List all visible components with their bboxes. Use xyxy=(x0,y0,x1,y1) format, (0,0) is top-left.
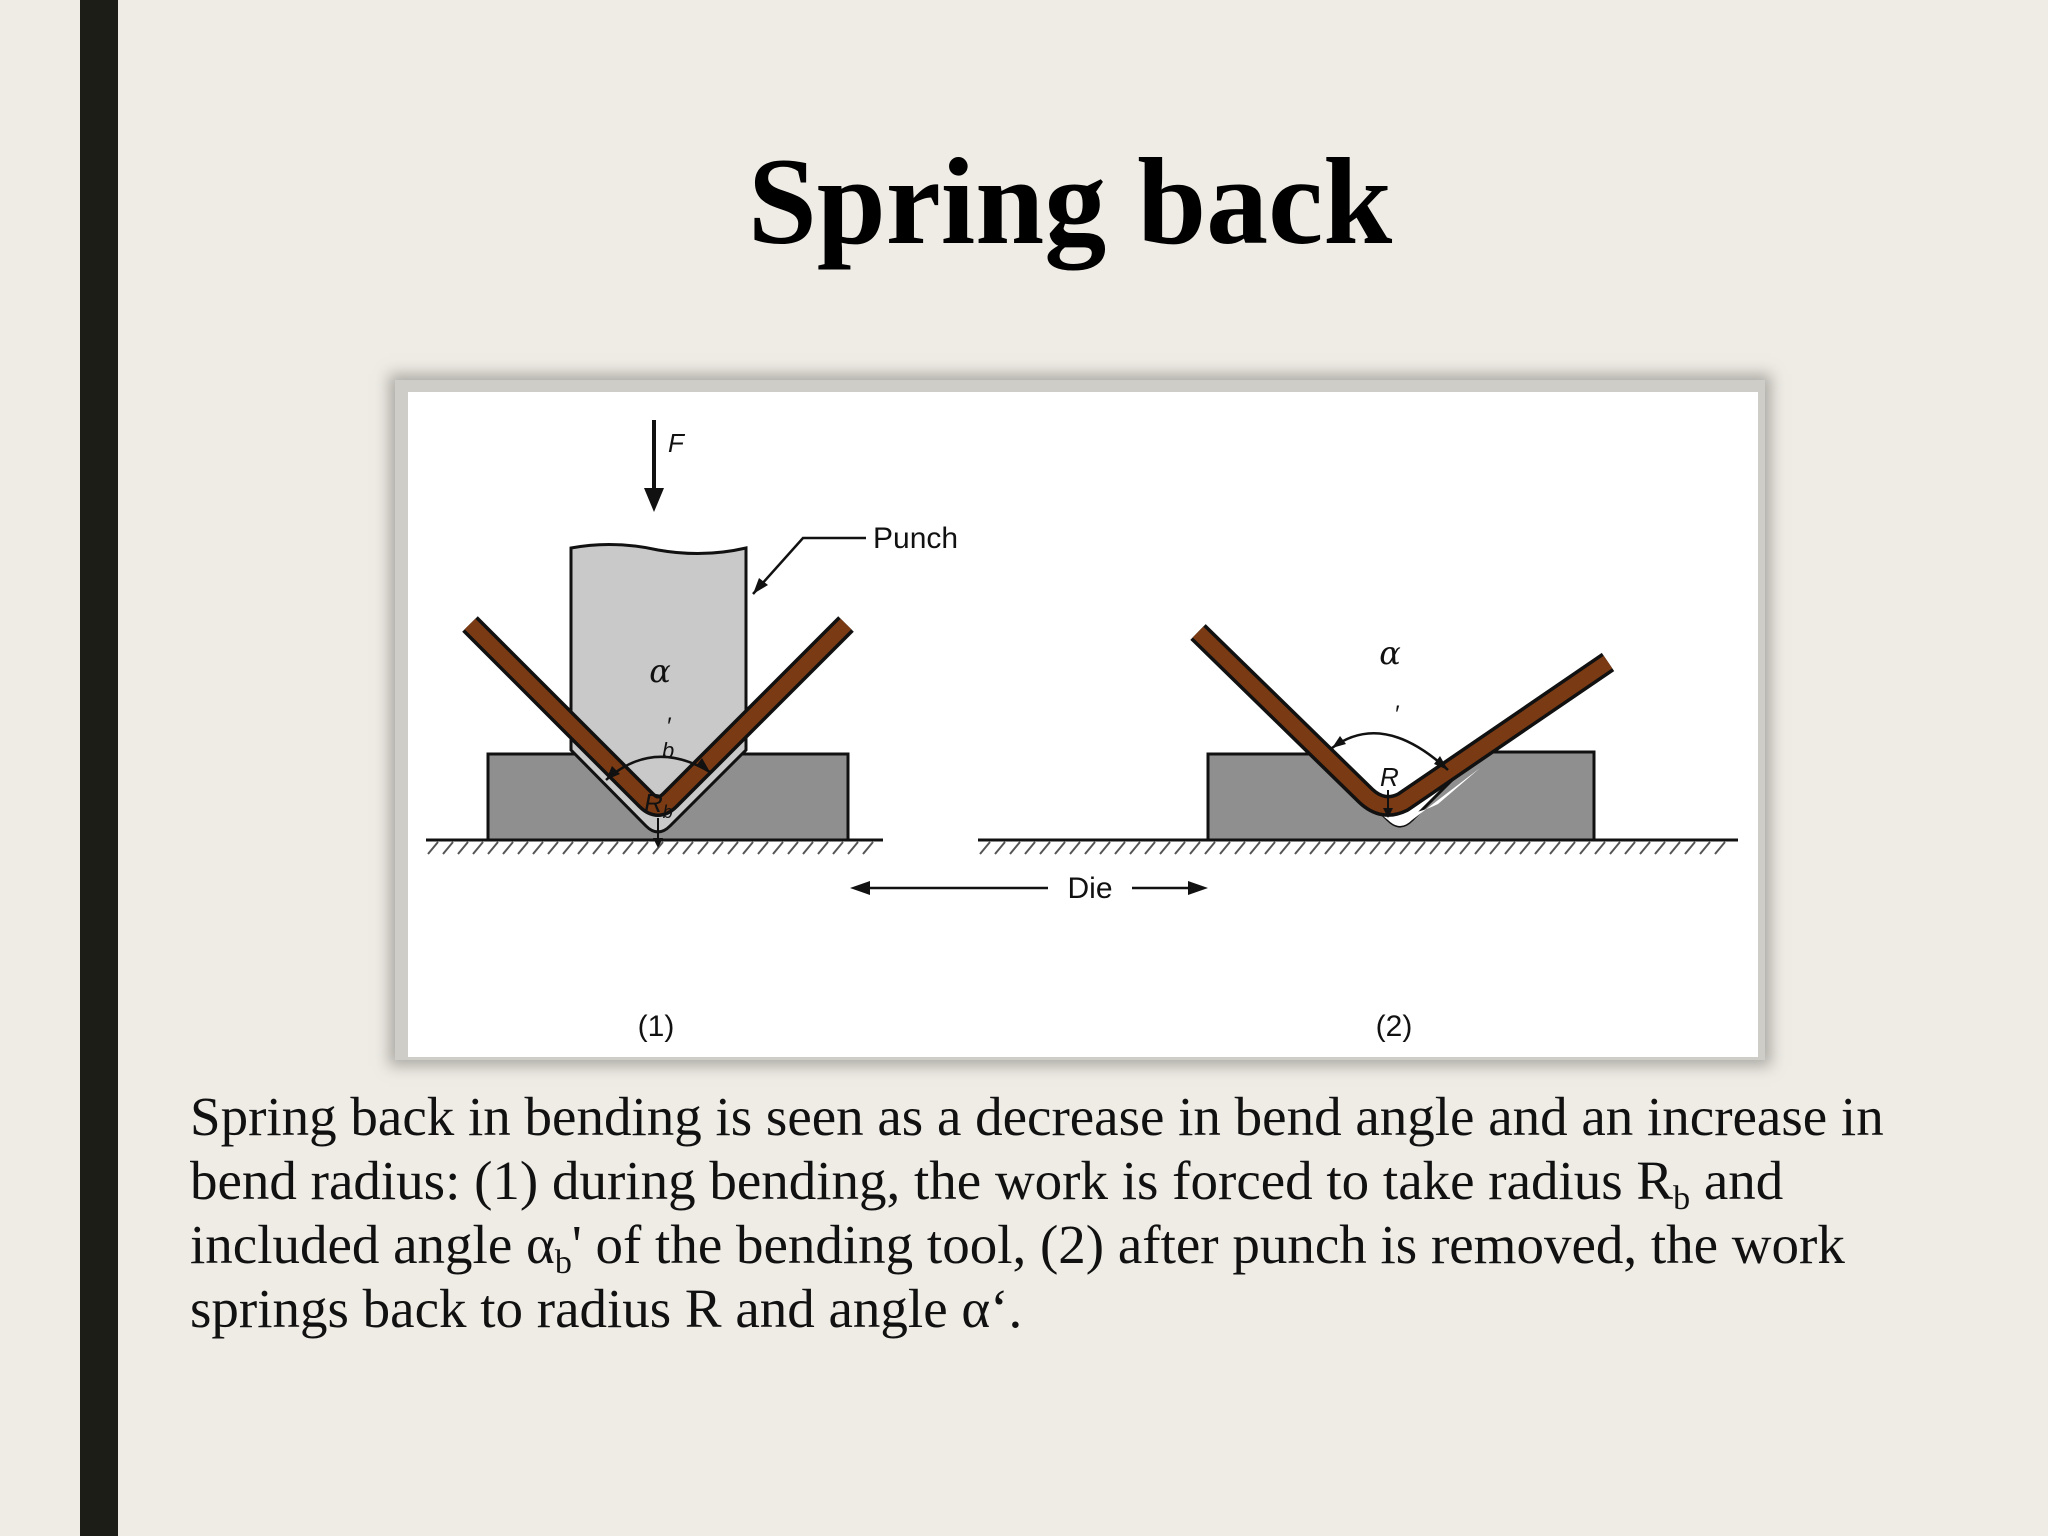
ground-hatch-1 xyxy=(428,842,873,854)
caption-line-4: springs back to radius R and angle α‘. xyxy=(190,1278,1023,1339)
punch-leader-line xyxy=(753,538,866,594)
alpha-label-2: α xyxy=(1379,634,1401,672)
slide-caption xyxy=(190,1085,2010,1341)
force-arrow-head xyxy=(644,488,664,512)
prime-label-2: ′ xyxy=(1394,701,1399,728)
caption-line-3: included angle $\alpha_b'$ of the bending tool, (2) after punch is removed, the work xyxy=(190,1214,1845,1281)
spring-back-diagram xyxy=(408,392,1758,1057)
slide-title: Spring back xyxy=(747,133,1393,270)
spring-back-figure xyxy=(408,392,1758,1057)
ground-hatch-2 xyxy=(980,842,1725,854)
prime-label-1: ′ xyxy=(666,713,671,740)
die-arrow-left-head xyxy=(850,881,870,895)
punch-label: Punch xyxy=(873,522,959,555)
die-label: Die xyxy=(1067,872,1113,905)
panel-1-caption: (1) xyxy=(637,1010,675,1043)
b-subscript-label-1: b xyxy=(662,738,675,763)
die-arrow-right-head xyxy=(1188,881,1208,895)
caption-line-2: bend radius: (1) during bending, the work is forced to take radius $R_b$ and xyxy=(190,1150,1784,1217)
caption-line-1: Spring back in bending is seen as a decrease in bend angle and an increase in xyxy=(190,1086,1884,1147)
angle-arc-2-left-head xyxy=(1332,736,1346,748)
panel-2-caption: (2) xyxy=(1375,1010,1413,1043)
force-label: F xyxy=(668,428,684,458)
alpha-label-1: α xyxy=(649,652,671,690)
r-label-2: R xyxy=(1380,762,1399,792)
rb-label: $R_b$ xyxy=(644,788,673,822)
